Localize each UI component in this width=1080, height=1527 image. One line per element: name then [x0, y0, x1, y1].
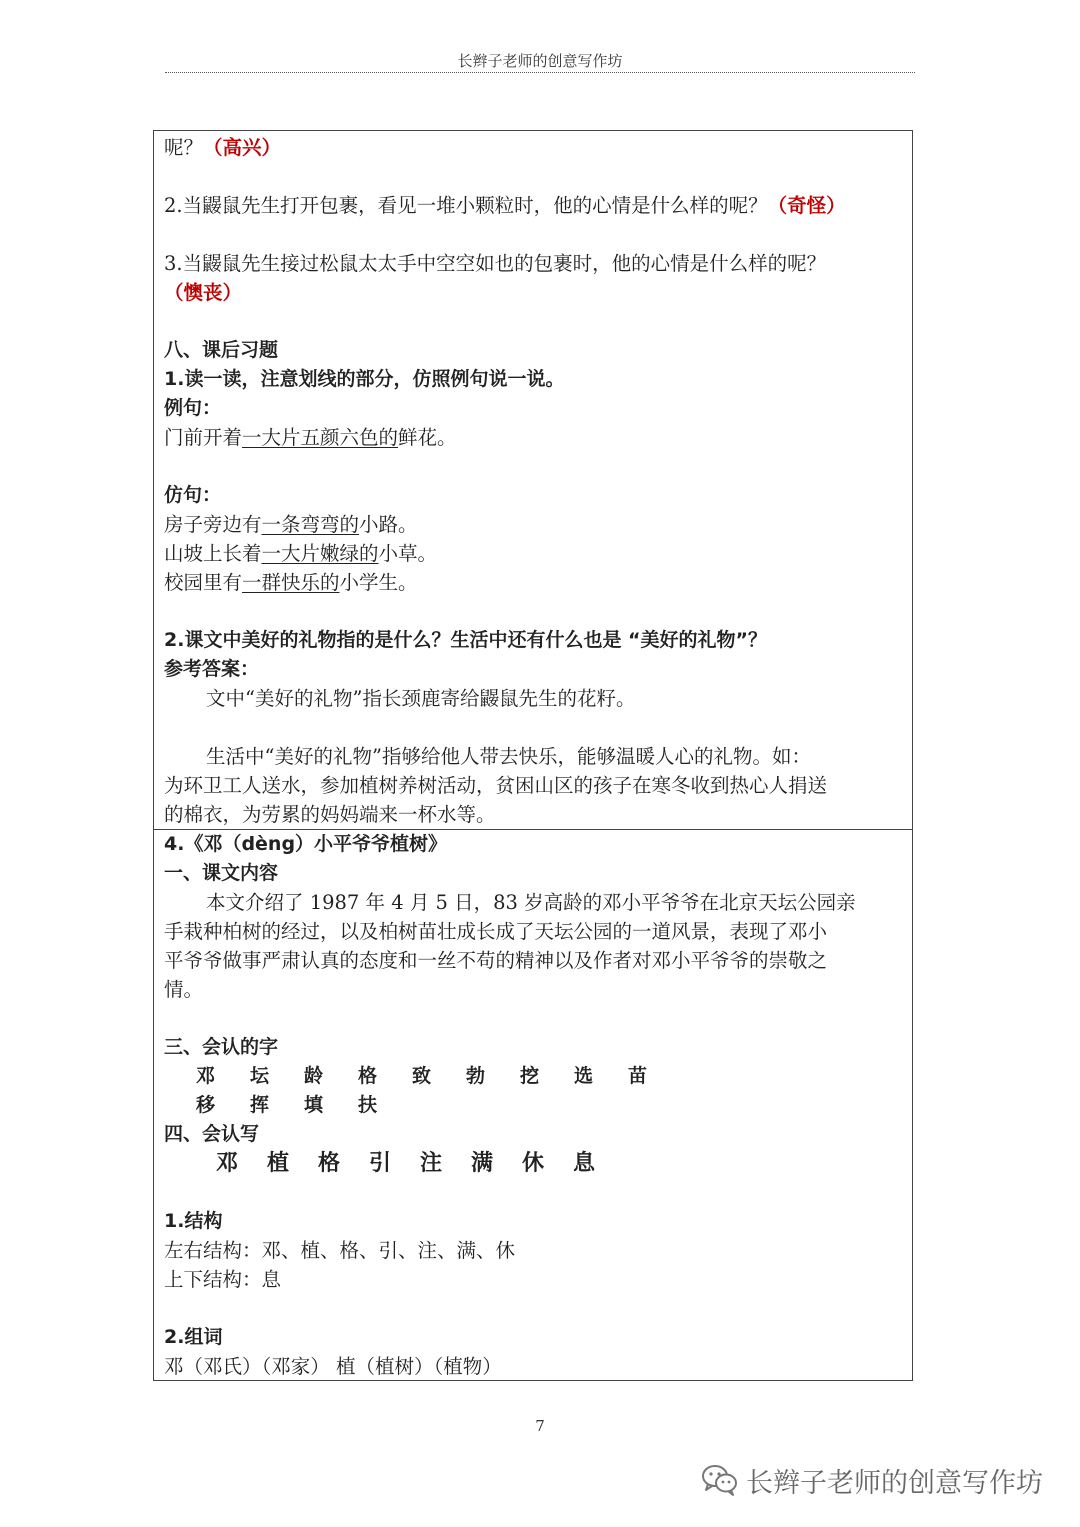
q3-text: 3.当鼹鼠先生接过松鼠太太手中空空如也的包裹时，他的心情是什么样的呢？ [164, 252, 827, 275]
content-line-3: 平爷爷做事严肃认真的态度和一丝不苟的精神以及作者对邓小平爷爷的崇敬之 [164, 949, 828, 972]
write-char: 注 [420, 1151, 443, 1176]
imitation-underlined: 一群快乐的 [242, 571, 340, 594]
section-8-heading: 八、课后习题 [164, 339, 279, 361]
recognize-char: 挖 [520, 1065, 540, 1087]
imitation-post: 小草。 [378, 542, 438, 565]
recognize-char: 扶 [358, 1094, 378, 1116]
write-char: 格 [318, 1151, 341, 1176]
answer-paragraph-1: 文中“美好的礼物”指长颈鹿寄给鼹鼠先生的花籽。 [206, 687, 636, 710]
imitation-pre: 房子旁边有 [164, 513, 262, 536]
recognize-char: 挥 [250, 1094, 270, 1116]
imitation-sentence [164, 539, 437, 568]
answer-label: 参考答案： [164, 658, 260, 680]
imitate-label: 仿句： [164, 484, 222, 506]
q1-line [164, 133, 281, 162]
structure-left-right: 左右结构：邓、植、格、引、注、满、休 [164, 1239, 516, 1262]
write-chars-row [216, 1148, 624, 1180]
recognize-char: 选 [574, 1065, 594, 1087]
recognize-chars-row-2 [196, 1091, 412, 1120]
exercise-2-title: 2.课文中美好的礼物指的是什么？生活中还有什么也是 “美好的礼物”？ [164, 629, 768, 651]
write-char: 邓 [216, 1151, 239, 1176]
structure-top-bottom: 上下结构：息 [164, 1268, 282, 1291]
content-line-4: 情。 [164, 978, 204, 1001]
imitation-post: 小学生。 [339, 571, 418, 594]
write-char: 满 [471, 1151, 494, 1176]
page-number: 7 [535, 1417, 545, 1435]
imitation-post: 小路。 [359, 513, 418, 536]
structure-title: 1.结构 [164, 1210, 223, 1232]
recognize-char: 勃 [466, 1065, 486, 1087]
q3-answer-line [164, 278, 242, 307]
imitation-sentence [164, 568, 418, 597]
words-title: 2.组词 [164, 1326, 223, 1348]
imitation-underlined: 一条弯弯的 [261, 513, 360, 536]
words-line: 邓（邓氏）（邓家） 植（植树）（植物） [164, 1355, 502, 1378]
example-underlined: 一大片五颜六色的 [242, 426, 399, 449]
write-char: 休 [522, 1151, 545, 1176]
recognize-char: 格 [358, 1065, 378, 1087]
section-3-heading: 三、会认的字 [164, 1036, 279, 1058]
recognize-char: 坛 [250, 1065, 270, 1087]
write-char: 引 [369, 1151, 392, 1176]
recognize-char: 填 [304, 1094, 324, 1116]
recognize-char: 邓 [196, 1065, 216, 1087]
answer-paragraph-2-line-3: 的棉衣，为劳累的妈妈端来一杯水等。 [164, 803, 496, 826]
imitation-pre: 山坡上长着 [164, 542, 262, 565]
exercise-1-title: 1.读一读，注意划线的部分，仿照例句说一说。 [164, 368, 565, 390]
imitation-underlined: 一大片嫩绿的 [261, 542, 379, 565]
q3-answer: （懊丧） [164, 281, 243, 304]
q1-tail: 呢？ [164, 136, 204, 159]
content-line-1: 本文介绍了 1987 年 4 月 5 日，83 岁高龄的邓小平爷爷在北京天坛公园亲 [206, 891, 856, 914]
watermark [700, 1460, 1043, 1500]
lesson-title: 4.《邓（dèng）小平爷爷植树》 [164, 833, 448, 855]
recognize-char: 移 [196, 1094, 216, 1116]
lesson-table-cell-1 [153, 130, 913, 830]
header-divider [165, 72, 915, 73]
answer-paragraph-2-line-2: 为环卫工人送水，参加植树养树活动，贫困山区的孩子在寒冬收到热心人捐送 [164, 774, 828, 797]
example-sentence [164, 423, 457, 452]
recognize-char: 致 [412, 1065, 432, 1087]
recognize-char: 龄 [304, 1065, 324, 1087]
wechat-icon [700, 1463, 740, 1497]
q2-line [164, 191, 846, 220]
q2-text: 2.当鼹鼠先生打开包裹，看见一堆小颗粒时，他的心情是什么样的呢？ [164, 194, 768, 217]
answer-paragraph-2-line-1: 生活中“美好的礼物”指够给他人带去快乐，能够温暖人心的礼物。如： [206, 745, 811, 768]
write-char: 息 [573, 1151, 596, 1176]
page-header-title: 长辫子老师的创意写作坊 [457, 52, 623, 70]
watermark-text: 长辫子老师的创意写作坊 [746, 1467, 1043, 1499]
example-label: 例句： [164, 397, 222, 419]
section-1-heading: 一、课文内容 [164, 862, 279, 884]
imitation-pre: 校园里有 [164, 571, 243, 594]
write-char: 植 [267, 1151, 290, 1176]
imitation-sentence [164, 510, 418, 539]
section-4-heading: 四、会认写 [164, 1123, 260, 1145]
example-post: 鲜花。 [398, 426, 457, 449]
lesson-table-cell-2 [153, 829, 913, 1381]
recognize-chars-row-1 [196, 1062, 682, 1091]
example-pre: 门前开着 [164, 426, 243, 449]
q1-answer: （高兴） [203, 136, 282, 159]
recognize-char: 苗 [628, 1065, 648, 1087]
q2-answer: （奇怪） [767, 194, 846, 217]
content-line-2: 手栽种柏树的经过，以及柏树苗壮成长成了天坛公园的一道风景，表现了邓小 [164, 920, 828, 943]
